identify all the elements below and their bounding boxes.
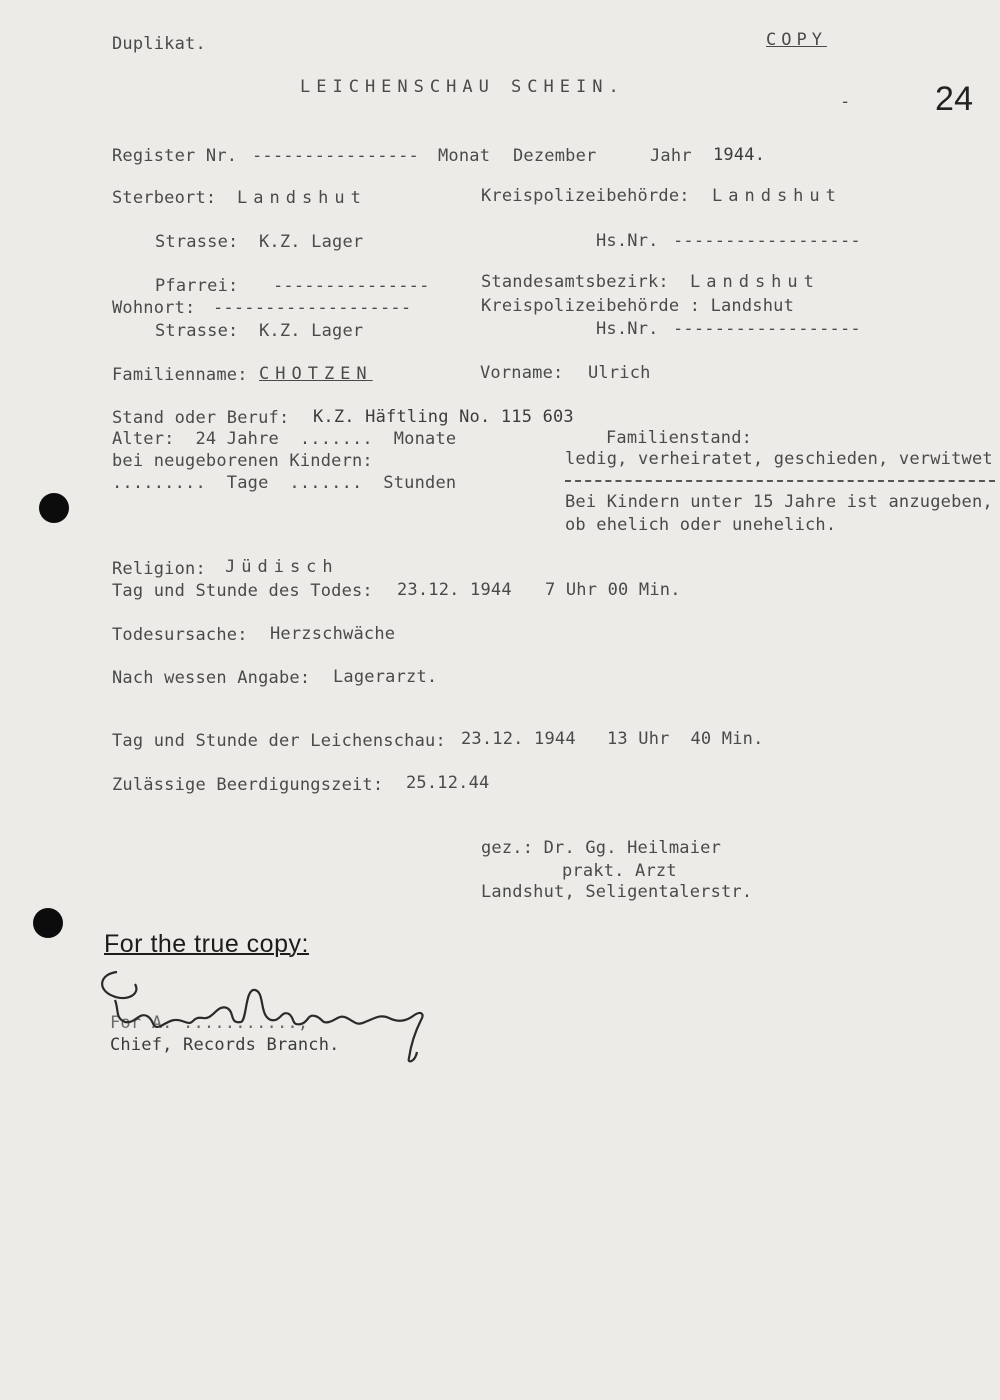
religion-value: Jüdisch [225,557,339,577]
kreispolizei-line-2: Kreispolizeibehörde : Landshut [481,296,795,316]
death-label: Tag und Stunde des Todes: [112,581,373,601]
register-blank: ---------------- [252,146,419,166]
todesursache-value: Herzschwäche [270,624,396,644]
signed-title-line: prakt. Arzt [562,861,677,881]
beerdigung-label: Zulässige Beerdigungszeit: [112,775,384,795]
stand-value: K.Z. Häftling No. 115 603 [313,407,574,427]
strasse-label-2: Strasse: [155,321,239,341]
strasse-value-2: K.Z. Lager [259,321,364,341]
strasse-value: K.Z. Lager [259,232,364,252]
kreispolizei-value: Landshut [712,186,842,206]
alter-line: Alter: 24 Jahre ....... Monate [112,429,457,449]
death-date: 23.12. 1944 [397,580,512,600]
punch-hole-bottom [33,908,63,938]
familienname-value: CHOTZEN [259,364,373,384]
stand-label: Stand oder Beruf: [112,408,290,428]
duplikat-label: Duplikat. [112,34,206,54]
wohnort-blank: ------------------- [213,298,412,318]
strasse-label: Strasse: [155,232,239,252]
leichenschau-time: 13 Uhr 40 Min. [607,729,764,749]
angabe-label: Nach wessen Angabe: [112,668,311,688]
familienstand-options: ledig, verheiratet, geschieden, verwitwet [565,449,993,469]
jahr-value: 1944. [713,145,766,165]
jahr-label: Jahr [650,146,692,166]
familienstand-rule [565,480,995,482]
signed-address-line: Landshut, Seligentalerstr. [481,882,753,902]
religion-label: Religion: [112,559,206,579]
tage-stunden-line: ......... Tage ....... Stunden [112,473,457,493]
vorname-label: Vorname: [480,363,564,383]
children-note-line-1: Bei Kindern unter 15 Jahre ist anzugeben, [565,492,993,512]
kreispolizei-label: Kreispolizeibehörde: [481,186,690,206]
standesamt-label: Standesamtsbezirk: [481,272,669,292]
hs-nr-blank-2: ------------------ [673,319,861,339]
death-time: 7 Uhr 00 Min. [545,580,681,600]
sterbeort-label: Sterbeort: [112,188,217,208]
familienstand-label: Familienstand: [606,428,753,448]
register-label: Register Nr. [112,146,238,166]
todesursache-label: Todesursache: [112,625,248,645]
punch-hole-top [39,493,69,523]
angabe-value: Lagerarzt. [333,667,438,687]
familienname-label: Familienname: [112,365,248,385]
handwritten-signature [95,960,435,1070]
sterbeort-value: Landshut [237,188,367,208]
standesamt-value: Landshut [690,272,820,292]
beerdigung-value: 25.12.44 [406,773,490,793]
pfarrei-blank: --------------- [273,276,430,296]
vorname-value: Ulrich [588,363,651,383]
signed-by-line: gez.: Dr. Gg. Heilmaier [481,838,722,858]
leichenschau-date: 23.12. 1944 [461,729,576,749]
copy-stamp: COPY [766,30,827,50]
pfarrei-label: Pfarrei: [155,276,239,296]
children-note-line-2: ob ehelich oder unehelich. [565,515,837,535]
monat-value: Dezember [513,146,597,166]
chief-line: Chief, Records Branch. [110,1035,340,1055]
wohnort-label: Wohnort: [112,298,196,318]
margin-dash: - [840,92,851,112]
leichenschau-label: Tag und Stunde der Leichenschau: [112,731,446,751]
hs-nr-label: Hs.Nr. [596,231,659,251]
monat-label: Monat [438,146,491,166]
hs-nr-label-2: Hs.Nr. [596,319,659,339]
hs-nr-blank: ------------------ [673,231,861,251]
newborn-line: bei neugeborenen Kindern: [112,451,373,471]
for-line: For A. ..........., [110,1013,309,1033]
document-title: LEICHENSCHAU SCHEIN. [300,77,625,97]
true-copy-heading: For the true copy: [104,930,309,958]
page-number: 24 [935,80,974,118]
